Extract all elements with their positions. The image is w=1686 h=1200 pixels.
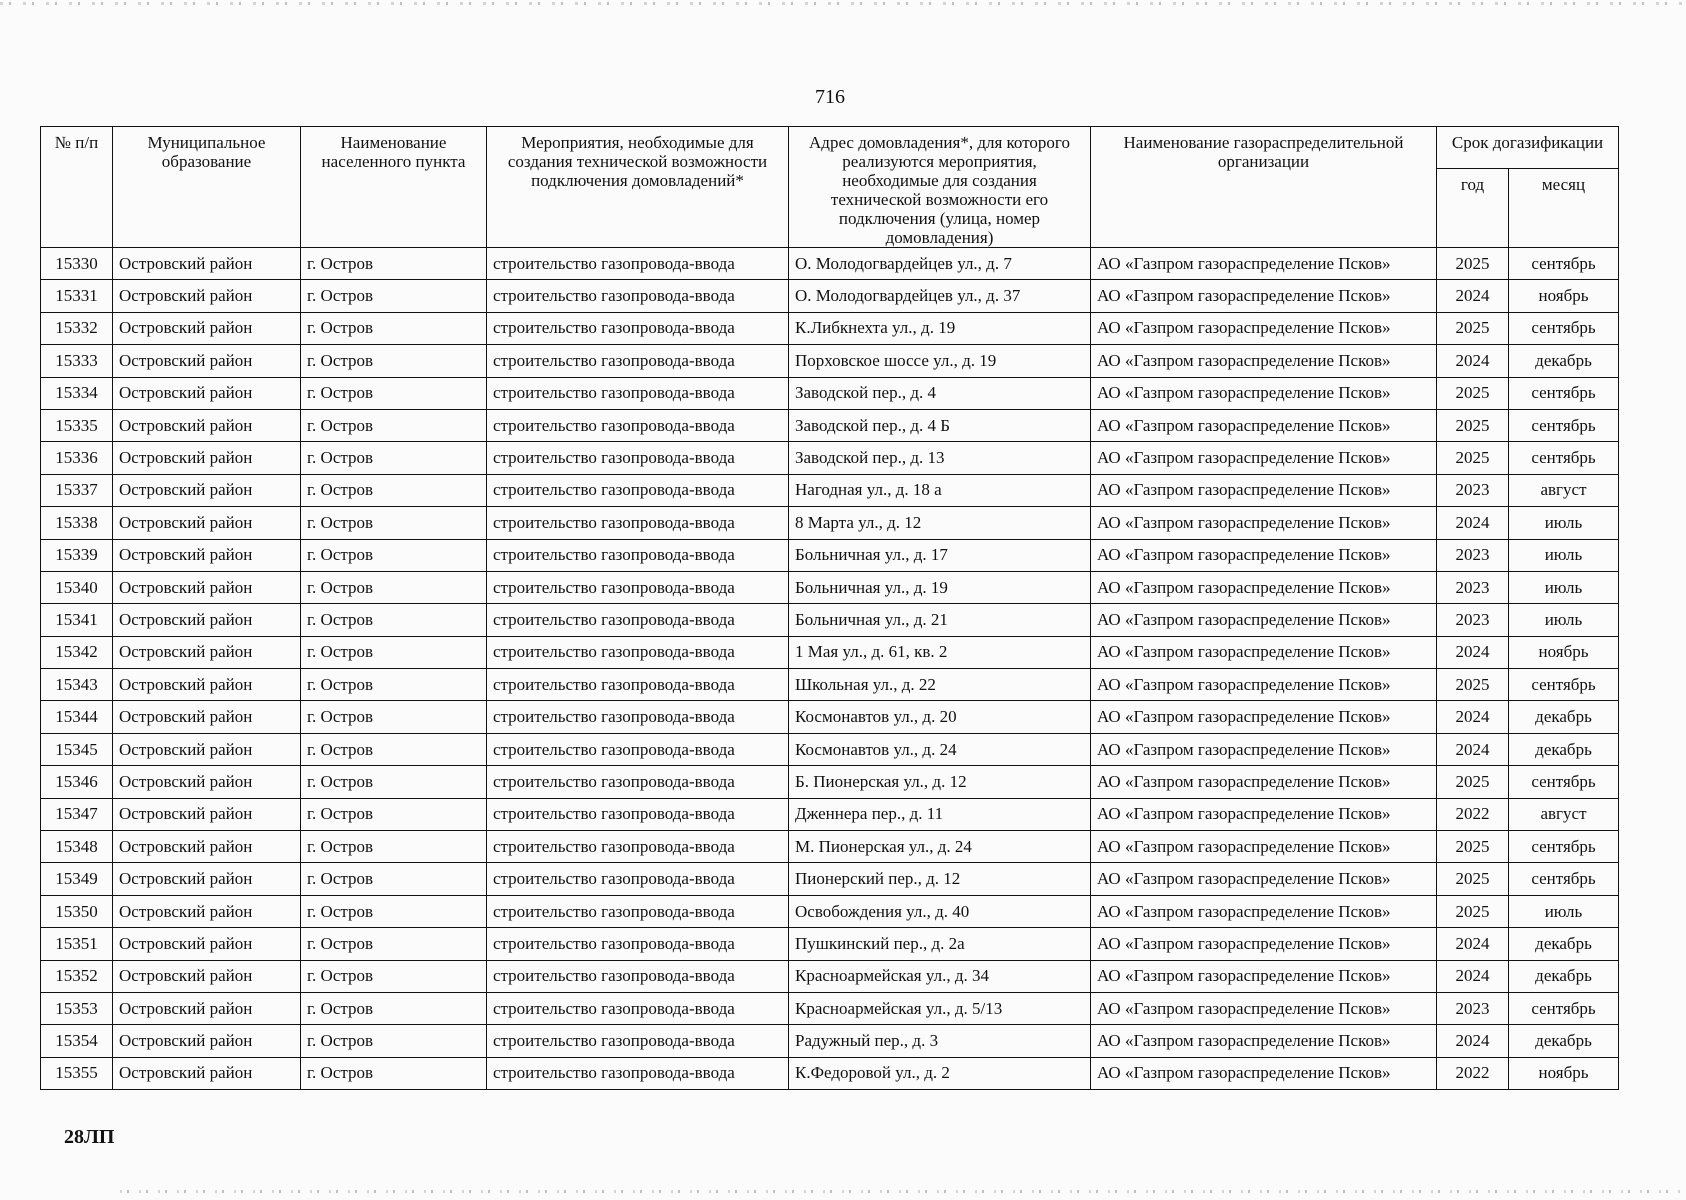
cell-address: Красноармейская ул., д. 34 — [789, 960, 1091, 992]
cell-measures: строительство газопровода-ввода — [487, 1025, 789, 1057]
cell-settlement: г. Остров — [301, 248, 487, 280]
cell-organization: АО «Газпром газораспределение Псков» — [1091, 345, 1437, 377]
cell-municipality: Островский район — [113, 766, 301, 798]
cell-organization: АО «Газпром газораспределение Псков» — [1091, 312, 1437, 344]
cell-month: июль — [1509, 604, 1619, 636]
cell-month: декабрь — [1509, 928, 1619, 960]
table-row — [41, 345, 1619, 377]
cell-num: 15352 — [41, 960, 113, 992]
cell-year: 2025 — [1437, 863, 1509, 895]
header-municipality: Муниципальное образование — [113, 127, 301, 248]
scan-edge-top — [0, 2, 1686, 5]
cell-month: сентябрь — [1509, 409, 1619, 441]
cell-settlement: г. Остров — [301, 798, 487, 830]
cell-municipality: Островский район — [113, 539, 301, 571]
cell-num: 15346 — [41, 766, 113, 798]
cell-address: Дженнера пер., д. 11 — [789, 798, 1091, 830]
cell-address: Заводской пер., д. 4 — [789, 377, 1091, 409]
cell-measures: строительство газопровода-ввода — [487, 474, 789, 506]
cell-month: декабрь — [1509, 345, 1619, 377]
table-row — [41, 280, 1619, 312]
cell-year: 2024 — [1437, 280, 1509, 312]
table-row — [41, 442, 1619, 474]
cell-month: июль — [1509, 895, 1619, 927]
cell-settlement: г. Остров — [301, 571, 487, 603]
cell-year: 2025 — [1437, 409, 1509, 441]
cell-measures: строительство газопровода-ввода — [487, 280, 789, 312]
page-number: 716 — [815, 86, 845, 108]
cell-address: Радужный пер., д. 3 — [789, 1025, 1091, 1057]
table-row — [41, 1025, 1619, 1057]
cell-settlement: г. Остров — [301, 507, 487, 539]
cell-month: ноябрь — [1509, 1057, 1619, 1089]
table-row — [41, 831, 1619, 863]
cell-address: 8 Марта ул., д. 12 — [789, 507, 1091, 539]
cell-measures: строительство газопровода-ввода — [487, 701, 789, 733]
table-row — [41, 312, 1619, 344]
cell-num: 15341 — [41, 604, 113, 636]
cell-month: сентябрь — [1509, 766, 1619, 798]
cell-address: К.Федоровой ул., д. 2 — [789, 1057, 1091, 1089]
cell-num: 15345 — [41, 733, 113, 765]
cell-num: 15335 — [41, 409, 113, 441]
cell-measures: строительство газопровода-ввода — [487, 604, 789, 636]
cell-settlement: г. Остров — [301, 928, 487, 960]
cell-municipality: Островский район — [113, 701, 301, 733]
cell-organization: АО «Газпром газораспределение Псков» — [1091, 895, 1437, 927]
cell-num: 15336 — [41, 442, 113, 474]
cell-num: 15339 — [41, 539, 113, 571]
table-row — [41, 474, 1619, 506]
cell-month: сентябрь — [1509, 442, 1619, 474]
header-year: год — [1437, 169, 1509, 248]
cell-organization: АО «Газпром газораспределение Псков» — [1091, 636, 1437, 668]
cell-municipality: Островский район — [113, 507, 301, 539]
cell-num: 15342 — [41, 636, 113, 668]
cell-address: Б. Пионерская ул., д. 12 — [789, 766, 1091, 798]
cell-measures: строительство газопровода-ввода — [487, 1057, 789, 1089]
cell-month: август — [1509, 798, 1619, 830]
cell-organization: АО «Газпром газораспределение Псков» — [1091, 831, 1437, 863]
cell-num: 15350 — [41, 895, 113, 927]
cell-num: 15349 — [41, 863, 113, 895]
cell-year: 2024 — [1437, 733, 1509, 765]
cell-settlement: г. Остров — [301, 636, 487, 668]
cell-organization: АО «Газпром газораспределение Псков» — [1091, 474, 1437, 506]
cell-num: 15347 — [41, 798, 113, 830]
cell-settlement: г. Остров — [301, 442, 487, 474]
cell-month: ноябрь — [1509, 636, 1619, 668]
cell-measures: строительство газопровода-ввода — [487, 377, 789, 409]
cell-measures: строительство газопровода-ввода — [487, 831, 789, 863]
cell-num: 15354 — [41, 1025, 113, 1057]
header-num: № п/п — [41, 127, 113, 248]
cell-month: декабрь — [1509, 1025, 1619, 1057]
cell-year: 2022 — [1437, 1057, 1509, 1089]
cell-month: июль — [1509, 571, 1619, 603]
table-row — [41, 960, 1619, 992]
cell-measures: строительство газопровода-ввода — [487, 863, 789, 895]
cell-measures: строительство газопровода-ввода — [487, 960, 789, 992]
cell-settlement: г. Остров — [301, 409, 487, 441]
cell-year: 2024 — [1437, 507, 1509, 539]
cell-year: 2025 — [1437, 312, 1509, 344]
cell-settlement: г. Остров — [301, 539, 487, 571]
cell-num: 15344 — [41, 701, 113, 733]
cell-num: 15334 — [41, 377, 113, 409]
cell-year: 2024 — [1437, 960, 1509, 992]
cell-num: 15338 — [41, 507, 113, 539]
header-month: месяц — [1509, 169, 1619, 248]
cell-settlement: г. Остров — [301, 992, 487, 1024]
cell-organization: АО «Газпром газораспределение Псков» — [1091, 733, 1437, 765]
table-body — [41, 248, 1619, 1090]
scan-edge-bottom — [120, 1190, 1680, 1193]
cell-organization: АО «Газпром газораспределение Псков» — [1091, 863, 1437, 895]
cell-municipality: Островский район — [113, 280, 301, 312]
cell-municipality: Островский район — [113, 798, 301, 830]
table-row — [41, 669, 1619, 701]
cell-address: Нагодная ул., д. 18 а — [789, 474, 1091, 506]
cell-measures: строительство газопровода-ввода — [487, 312, 789, 344]
cell-organization: АО «Газпром газораспределение Псков» — [1091, 1025, 1437, 1057]
gasification-table — [40, 126, 1619, 1090]
cell-year: 2025 — [1437, 895, 1509, 927]
cell-month: сентябрь — [1509, 312, 1619, 344]
cell-settlement: г. Остров — [301, 280, 487, 312]
table-row — [41, 604, 1619, 636]
footer-code: 28ЛП — [64, 1126, 115, 1148]
cell-measures: строительство газопровода-ввода — [487, 507, 789, 539]
cell-month: август — [1509, 474, 1619, 506]
cell-address: Больничная ул., д. 19 — [789, 571, 1091, 603]
table-row — [41, 1057, 1619, 1089]
cell-municipality: Островский район — [113, 895, 301, 927]
cell-settlement: г. Остров — [301, 1025, 487, 1057]
header-measures: Мероприятия, необходимые для создания технической возможности подключения домовладений* — [487, 127, 789, 248]
cell-settlement: г. Остров — [301, 1057, 487, 1089]
cell-organization: АО «Газпром газораспределение Псков» — [1091, 539, 1437, 571]
cell-address: Пионерский пер., д. 12 — [789, 863, 1091, 895]
cell-organization: АО «Газпром газораспределение Псков» — [1091, 669, 1437, 701]
cell-year: 2024 — [1437, 1025, 1509, 1057]
cell-address: Больничная ул., д. 17 — [789, 539, 1091, 571]
cell-month: сентябрь — [1509, 863, 1619, 895]
cell-year: 2025 — [1437, 377, 1509, 409]
table-row — [41, 701, 1619, 733]
cell-num: 15353 — [41, 992, 113, 1024]
cell-measures: строительство газопровода-ввода — [487, 345, 789, 377]
table-row — [41, 992, 1619, 1024]
cell-num: 15340 — [41, 571, 113, 603]
cell-address: О. Молодогвардейцев ул., д. 37 — [789, 280, 1091, 312]
cell-year: 2023 — [1437, 474, 1509, 506]
cell-organization: АО «Газпром газораспределение Псков» — [1091, 571, 1437, 603]
cell-municipality: Островский район — [113, 636, 301, 668]
cell-settlement: г. Остров — [301, 701, 487, 733]
cell-address: Заводской пер., д. 4 Б — [789, 409, 1091, 441]
cell-year: 2025 — [1437, 248, 1509, 280]
header-address: Адрес домовладения*, для которого реализуются мероприятия, необходимые для создания технической возможности его подключения (улица, номер домовладения) — [789, 127, 1091, 248]
cell-settlement: г. Остров — [301, 831, 487, 863]
cell-organization: АО «Газпром газораспределение Псков» — [1091, 604, 1437, 636]
cell-year: 2025 — [1437, 766, 1509, 798]
cell-num: 15355 — [41, 1057, 113, 1089]
cell-measures: строительство газопровода-ввода — [487, 539, 789, 571]
cell-address: Космонавтов ул., д. 24 — [789, 733, 1091, 765]
cell-measures: строительство газопровода-ввода — [487, 571, 789, 603]
cell-settlement: г. Остров — [301, 604, 487, 636]
cell-measures: строительство газопровода-ввода — [487, 248, 789, 280]
cell-municipality: Островский район — [113, 377, 301, 409]
cell-municipality: Островский район — [113, 1057, 301, 1089]
cell-year: 2025 — [1437, 831, 1509, 863]
cell-municipality: Островский район — [113, 312, 301, 344]
cell-num: 15332 — [41, 312, 113, 344]
table-row — [41, 928, 1619, 960]
cell-organization: АО «Газпром газораспределение Псков» — [1091, 377, 1437, 409]
cell-num: 15333 — [41, 345, 113, 377]
table-row — [41, 248, 1619, 280]
cell-measures: строительство газопровода-ввода — [487, 798, 789, 830]
cell-settlement: г. Остров — [301, 669, 487, 701]
cell-organization: АО «Газпром газораспределение Псков» — [1091, 442, 1437, 474]
cell-month: сентябрь — [1509, 992, 1619, 1024]
cell-measures: строительство газопровода-ввода — [487, 733, 789, 765]
cell-organization: АО «Газпром газораспределение Псков» — [1091, 409, 1437, 441]
cell-measures: строительство газопровода-ввода — [487, 669, 789, 701]
cell-num: 15348 — [41, 831, 113, 863]
cell-organization: АО «Газпром газораспределение Псков» — [1091, 701, 1437, 733]
cell-address: Порховское шоссе ул., д. 19 — [789, 345, 1091, 377]
cell-municipality: Островский район — [113, 571, 301, 603]
cell-num: 15351 — [41, 928, 113, 960]
cell-municipality: Островский район — [113, 345, 301, 377]
cell-year: 2025 — [1437, 442, 1509, 474]
cell-municipality: Островский район — [113, 248, 301, 280]
cell-organization: АО «Газпром газораспределение Псков» — [1091, 507, 1437, 539]
table-row — [41, 733, 1619, 765]
cell-settlement: г. Остров — [301, 312, 487, 344]
cell-year: 2024 — [1437, 345, 1509, 377]
cell-year: 2025 — [1437, 669, 1509, 701]
cell-measures: строительство газопровода-ввода — [487, 409, 789, 441]
cell-address: Заводской пер., д. 13 — [789, 442, 1091, 474]
cell-municipality: Островский район — [113, 604, 301, 636]
header-organization: Наименование газораспределительной организации — [1091, 127, 1437, 248]
header-deadline: Срок догазификации — [1437, 127, 1619, 169]
cell-municipality: Островский район — [113, 1025, 301, 1057]
cell-measures: строительство газопровода-ввода — [487, 766, 789, 798]
cell-year: 2024 — [1437, 636, 1509, 668]
cell-address: Больничная ул., д. 21 — [789, 604, 1091, 636]
cell-address: М. Пионерская ул., д. 24 — [789, 831, 1091, 863]
cell-organization: АО «Газпром газораспределение Псков» — [1091, 280, 1437, 312]
cell-settlement: г. Остров — [301, 733, 487, 765]
cell-month: июль — [1509, 507, 1619, 539]
cell-address: Школьная ул., д. 22 — [789, 669, 1091, 701]
cell-month: сентябрь — [1509, 669, 1619, 701]
cell-month: сентябрь — [1509, 377, 1619, 409]
cell-municipality: Островский район — [113, 474, 301, 506]
cell-municipality: Островский район — [113, 733, 301, 765]
cell-address: Красноармейская ул., д. 5/13 — [789, 992, 1091, 1024]
cell-year: 2023 — [1437, 571, 1509, 603]
cell-year: 2024 — [1437, 928, 1509, 960]
cell-num: 15337 — [41, 474, 113, 506]
table-row — [41, 895, 1619, 927]
cell-municipality: Островский район — [113, 831, 301, 863]
table-row — [41, 798, 1619, 830]
cell-year: 2024 — [1437, 701, 1509, 733]
cell-municipality: Островский район — [113, 960, 301, 992]
cell-year: 2023 — [1437, 539, 1509, 571]
cell-settlement: г. Остров — [301, 960, 487, 992]
cell-address: Пушкинский пер., д. 2а — [789, 928, 1091, 960]
cell-organization: АО «Газпром газораспределение Псков» — [1091, 928, 1437, 960]
cell-settlement: г. Остров — [301, 377, 487, 409]
cell-organization: АО «Газпром газораспределение Псков» — [1091, 960, 1437, 992]
cell-year: 2023 — [1437, 604, 1509, 636]
cell-address: О. Молодогвардейцев ул., д. 7 — [789, 248, 1091, 280]
cell-address: Космонавтов ул., д. 20 — [789, 701, 1091, 733]
table-row — [41, 766, 1619, 798]
cell-num: 15343 — [41, 669, 113, 701]
cell-organization: АО «Газпром газораспределение Псков» — [1091, 798, 1437, 830]
cell-month: декабрь — [1509, 960, 1619, 992]
table-row — [41, 863, 1619, 895]
cell-num: 15330 — [41, 248, 113, 280]
cell-address: Освобождения ул., д. 40 — [789, 895, 1091, 927]
cell-settlement: г. Остров — [301, 895, 487, 927]
cell-municipality: Островский район — [113, 669, 301, 701]
cell-month: декабрь — [1509, 701, 1619, 733]
cell-month: сентябрь — [1509, 248, 1619, 280]
cell-settlement: г. Остров — [301, 345, 487, 377]
cell-address: К.Либкнехта ул., д. 19 — [789, 312, 1091, 344]
cell-settlement: г. Остров — [301, 863, 487, 895]
cell-measures: строительство газопровода-ввода — [487, 636, 789, 668]
cell-settlement: г. Остров — [301, 766, 487, 798]
cell-settlement: г. Остров — [301, 474, 487, 506]
cell-organization: АО «Газпром газораспределение Псков» — [1091, 1057, 1437, 1089]
cell-month: июль — [1509, 539, 1619, 571]
table-row — [41, 377, 1619, 409]
cell-num: 15331 — [41, 280, 113, 312]
cell-year: 2022 — [1437, 798, 1509, 830]
cell-measures: строительство газопровода-ввода — [487, 895, 789, 927]
cell-municipality: Островский район — [113, 409, 301, 441]
cell-measures: строительство газопровода-ввода — [487, 442, 789, 474]
cell-municipality: Островский район — [113, 992, 301, 1024]
cell-month: сентябрь — [1509, 831, 1619, 863]
header-settlement: Наименование населенного пункта — [301, 127, 487, 248]
table-row — [41, 571, 1619, 603]
cell-measures: строительство газопровода-ввода — [487, 992, 789, 1024]
cell-month: декабрь — [1509, 733, 1619, 765]
cell-municipality: Островский район — [113, 928, 301, 960]
cell-organization: АО «Газпром газораспределение Псков» — [1091, 766, 1437, 798]
cell-address: 1 Мая ул., д. 61, кв. 2 — [789, 636, 1091, 668]
cell-measures: строительство газопровода-ввода — [487, 928, 789, 960]
cell-year: 2023 — [1437, 992, 1509, 1024]
table-row — [41, 539, 1619, 571]
header-row — [41, 127, 1619, 169]
cell-month: ноябрь — [1509, 280, 1619, 312]
table-row — [41, 507, 1619, 539]
table-row — [41, 636, 1619, 668]
cell-municipality: Островский район — [113, 863, 301, 895]
cell-organization: АО «Газпром газораспределение Псков» — [1091, 992, 1437, 1024]
cell-organization: АО «Газпром газораспределение Псков» — [1091, 248, 1437, 280]
cell-municipality: Островский район — [113, 442, 301, 474]
table-row — [41, 409, 1619, 441]
